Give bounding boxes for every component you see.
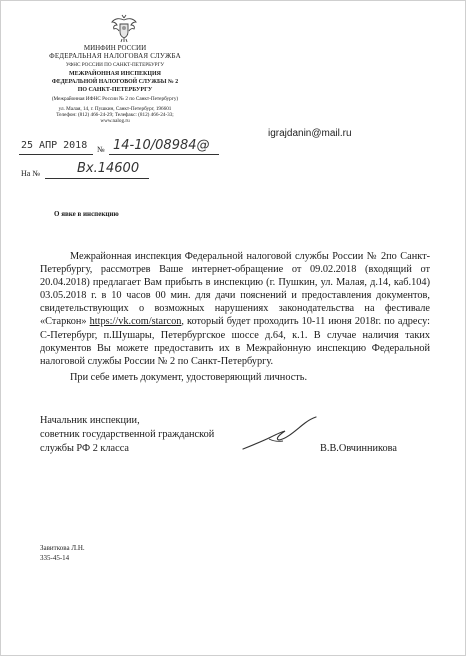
- signatory-title: [40, 414, 214, 457]
- body-paragraph-1: Межрайонная инспекция Федеральной налоговой службы России № 2по Санкт-Петербургу, рассмотрев Ваше интернет-обращение от 09.02.2018 (входящий от 20.04.2018) предлагает Вам прибыть в инспекцию (г. Пушкин, ул. Малая, д.14, каб.104) 03.05.2018 г. в 10 часов 00 мин. для дачи пояснений и предоставления документов, свидетельствующих о возможных нарушениях законодательства на фестивале «Старкон» https://vk.com/starcon, который будет проходить 10-11 июня 2018г. по адресу: С-Петербург, п.Шушары, Петербургское шоссе д.64, к.1. В случае наличия таких документов Вы можете предоставить их в Межрайонную инспекцию Федеральной налоговой службы России № 2 по Санкт-Петербургу.: [40, 251, 430, 367]
- signatory-name: В.В.Овчинникова: [320, 443, 397, 454]
- signatory-title-line3: службы РФ 2 класса: [40, 443, 129, 455]
- date-stamp: 25 АПР 2018: [21, 140, 88, 151]
- ministry-name: МИНФИН РОССИИ: [83, 44, 147, 52]
- handwritten-signature: [239, 411, 319, 456]
- executor-phone: 335-45-14: [40, 554, 70, 562]
- starcon-link[interactable]: https://vk.com/starcon: [89, 316, 182, 328]
- website-line: www.nalog.ru: [100, 118, 130, 124]
- date-underline: [19, 154, 93, 155]
- number-label: №: [97, 145, 105, 154]
- inspection-name-line3: ПО САНКТ-ПЕТЕРБУРГУ: [77, 87, 153, 93]
- outgoing-number: 14-10/08984@: [113, 138, 210, 153]
- department-name: УФНС РОССИИ ПО САНКТ-ПЕТЕРБУРГУ: [65, 62, 165, 68]
- letter-subject: О явке в инспекцию: [54, 210, 119, 218]
- coat-of-arms-icon: [108, 12, 140, 44]
- executor-name: Завиткова Л.Н.: [40, 544, 85, 552]
- in-reply-label: На №: [21, 169, 40, 178]
- phone-line: Телефон: (812) 466-24-29; Телефакс: (812) 466-24-33;: [56, 112, 174, 118]
- service-name: ФЕДЕРАЛЬНАЯ НАЛОГОВАЯ СЛУЖБА: [49, 52, 181, 60]
- inspection-short-name: (Межрайонная ИФНС России № 2 по Санкт-Петербургу): [51, 96, 179, 102]
- in-reply-underline: [45, 178, 149, 179]
- recipient-email: igrajdanin@mail.ru: [268, 128, 352, 139]
- inspection-name-line2: ФЕДЕРАЛЬНОЙ НАЛОГОВОЙ СЛУЖБЫ № 2: [51, 79, 179, 85]
- signatory-title-line2: советник государственной гражданской: [40, 429, 215, 441]
- address-line: ул. Малая, 14, г. Пушкин, Санкт-Петербург, 196601: [58, 106, 172, 112]
- inspection-name-line1: МЕЖРАЙОННАЯ ИНСПЕКЦИЯ: [68, 71, 161, 77]
- number-underline: [109, 154, 219, 155]
- incoming-number: Вх.14600: [77, 161, 140, 176]
- letter-body: [40, 250, 430, 384]
- signatory-title-line1: Начальник инспекции,: [40, 415, 140, 426]
- body-paragraph-2: При себе иметь документ, удостоверяющий личность.: [70, 371, 308, 383]
